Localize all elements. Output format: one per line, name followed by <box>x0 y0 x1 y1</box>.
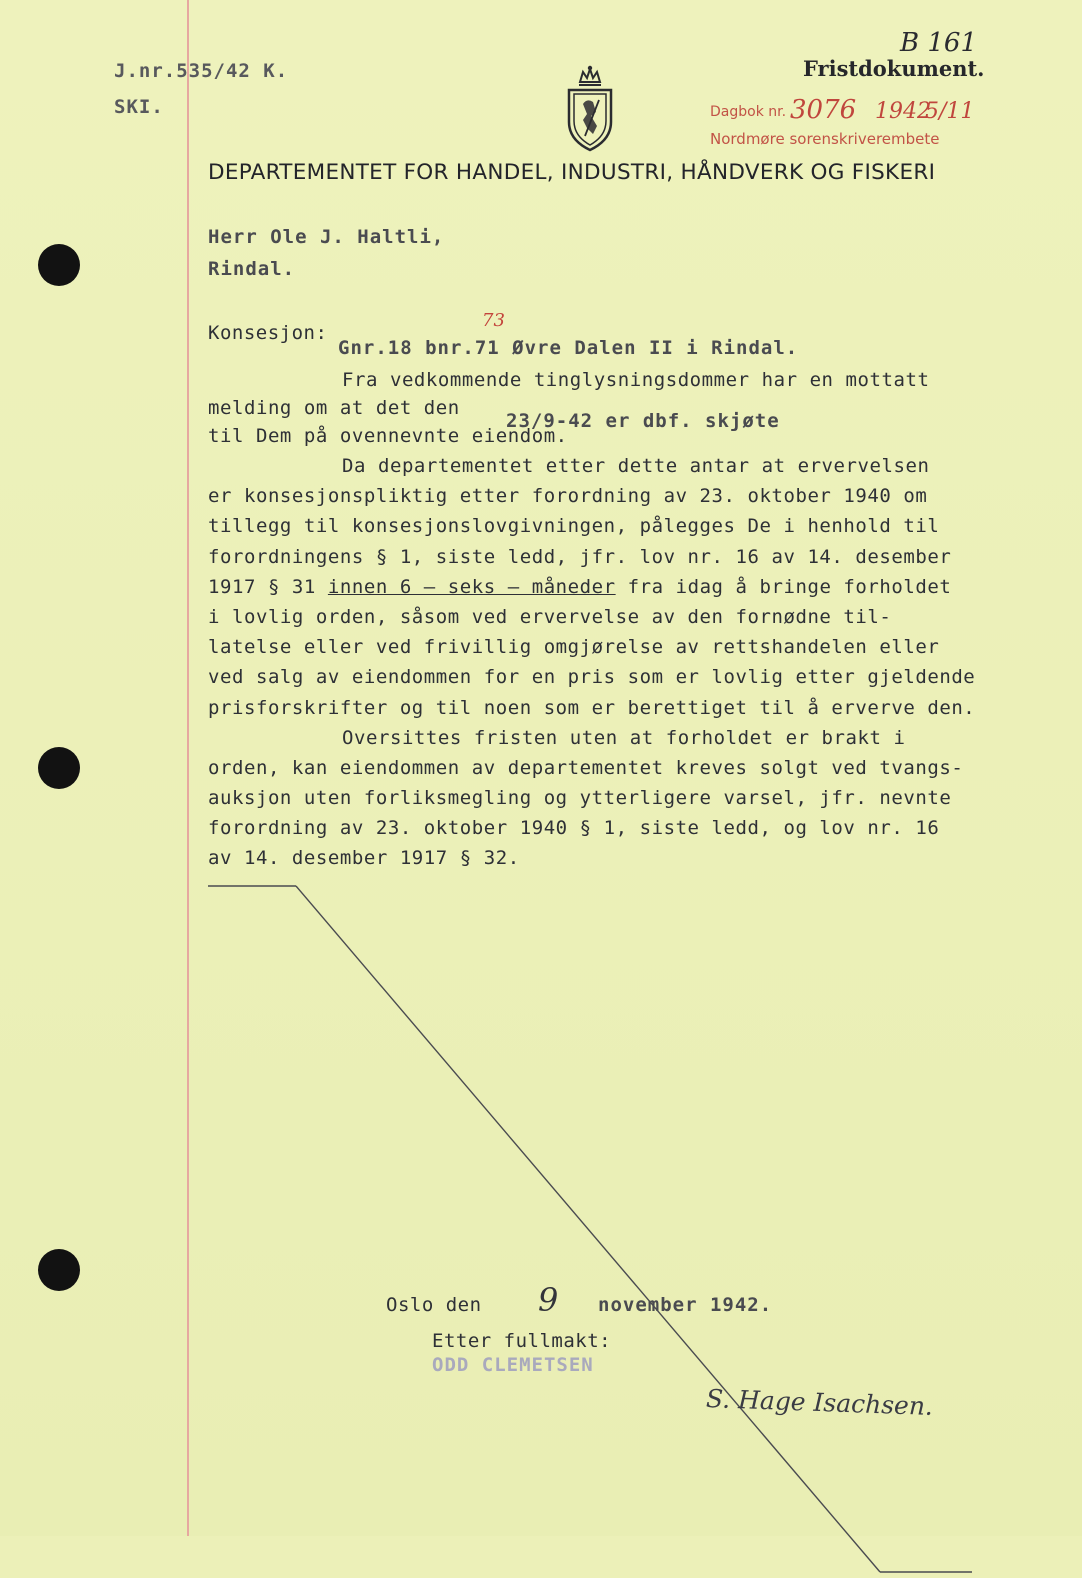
punch-hole <box>38 747 80 789</box>
body-text: 1917 § 31 <box>208 576 328 598</box>
department-heading: DEPARTEMENTET FOR HANDEL, INDUSTRI, HÅNDVERK OG FISKERI <box>208 160 936 185</box>
punch-hole <box>38 244 80 286</box>
subject-label: Konsesjon: <box>208 322 328 344</box>
handwritten-folio-number: B 161 <box>900 28 977 58</box>
diary-stamp-label: Dagbok nr. <box>710 104 787 120</box>
body-line: auksjon uten forliksmegling og ytterligere varsel, jfr. nevnte <box>208 787 952 809</box>
body-line: forordningens § 1, siste ledd, jfr. lov nr. 16 av 14. desember <box>208 546 952 568</box>
coat-of-arms-icon <box>563 64 617 154</box>
court-office-stamp: Nordmøre sorenskriverembete <box>710 130 940 148</box>
body-text: fra idag å bringe forholdet <box>615 576 952 598</box>
diary-year: 1942 <box>875 99 931 124</box>
place-of-issue: Oslo den <box>386 1294 482 1316</box>
signature: S. Hage Isachsen. <box>705 1384 934 1421</box>
body-line: er konsesjonspliktig etter forordning av 23. oktober 1940 om <box>208 485 928 507</box>
diary-date: 5/11 <box>925 99 975 124</box>
body-line: Da departementet etter dette antar at ervervelsen <box>342 455 930 477</box>
body-line: forordning av 23. oktober 1940 § 1, siste ledd, og lov nr. 16 <box>208 817 940 839</box>
body-line: melding om at det den <box>208 397 460 419</box>
diary-number: 3076 <box>790 95 857 125</box>
authority-line: Etter fullmakt: <box>432 1330 612 1352</box>
body-line: til Dem på ovennevnte eiendom. <box>208 425 568 447</box>
punch-hole <box>38 1249 80 1291</box>
body-line: prisforskrifter og til noen som er berettiget til å erverve den. <box>208 697 976 719</box>
recipient-name: Herr Ole J. Haltli, <box>208 226 445 248</box>
body-line: latelse eller ved frivillig omgjørelse av rettshandelen eller <box>208 636 940 658</box>
void-line-mark <box>200 878 980 1578</box>
handwritten-day: 9 <box>538 1281 559 1319</box>
body-line: tillegg til konsesjonslovgivningen, pålegges De i henhold til <box>208 515 940 537</box>
margin-rule <box>187 0 189 1536</box>
body-line: i lovlig orden, såsom ved ervervelse av den fornødne til- <box>208 606 892 628</box>
subject-property: Gnr.18 bnr.71 Øvre Dalen II i Rindal. <box>338 337 799 359</box>
document-type-label: Fristdokument. <box>803 56 985 81</box>
month-year: november 1942. <box>598 1294 773 1316</box>
recipient-place: Rindal. <box>208 258 296 280</box>
body-line: av 14. desember 1917 § 32. <box>208 847 520 869</box>
body-line: Oversittes fristen uten at forholdet er brakt i <box>342 727 906 749</box>
deed-registration-insert: 23/9-42 er dbf. skjøte <box>506 410 780 432</box>
deadline-underlined: innen 6 – seks – måneder <box>327 576 616 598</box>
journal-reference: J.nr.535/42 K. <box>114 60 289 82</box>
office-code: SKI. <box>114 96 164 118</box>
name-stamp: ODD CLEMETSEN <box>432 1354 594 1376</box>
body-line: ved salg av eiendommen for en pris som er lovlig etter gjeldende <box>208 666 976 688</box>
body-line: Fra vedkommende tinglysningsdommer har en mottatt <box>342 369 930 391</box>
handwritten-correction: 73 <box>482 310 505 331</box>
body-line: orden, kan eiendommen av departementet kreves solgt ved tvangs- <box>208 757 964 779</box>
body-line <box>208 572 951 602</box>
